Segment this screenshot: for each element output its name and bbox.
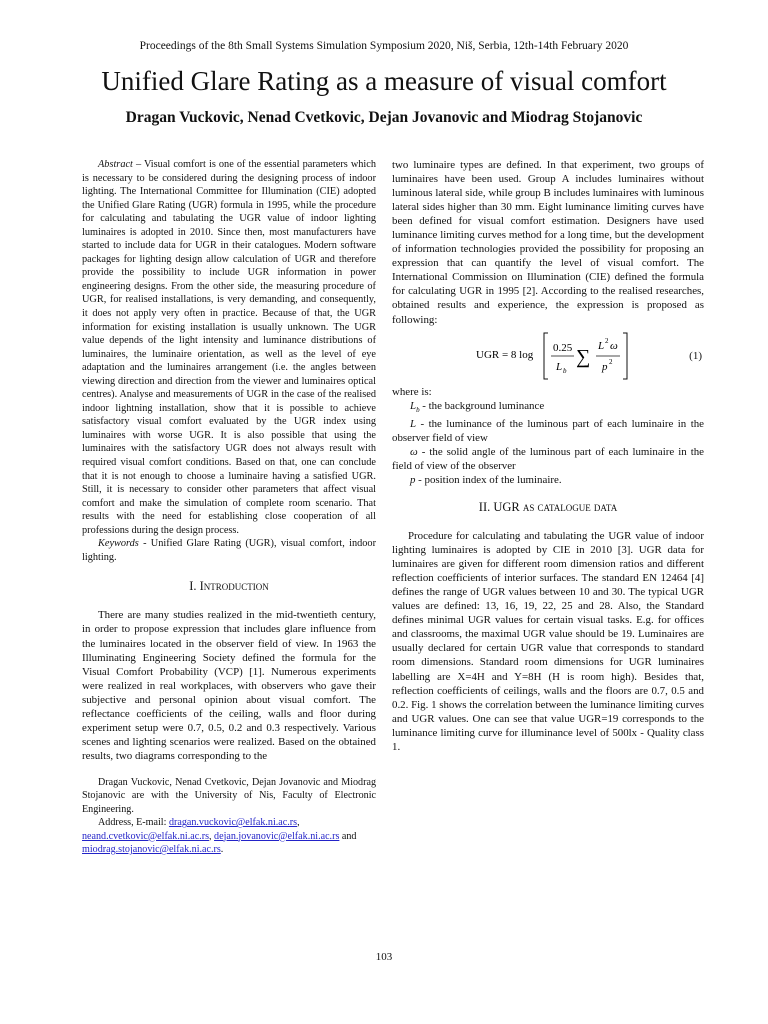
right-continuation-text: two luminaire types are defined. In that experiment, two groups of luminaires have been used. Group A includes luminaires without luminous lateral side, while group B includes luminaires with luminous lateral sides higher than 30 mm. Eight luminance limiting curves have been defined for visual comfort estimation. Designers have used luminance limiting curves method for a long time, but the development of information technologies provided the possibility for proposing an expression that can quantify the level of visual comfort. The International Commission on Illumination (CIE) defined the formula for calculating UGR in 1995 [2]. According to the realised researches, obtained results and experience, the expression is proposed as following: [392,159,704,326]
page-number: 103 [375,951,393,963]
section1-heading [82,578,376,594]
section2-title: UGR as catalogue data [493,500,618,515]
proceedings-header: Proceedings of the 8th Small Systems Simulation Symposium 2020, Niš, Serbia, 12th-14th February 2020 [139,40,629,52]
eq-right-bracket [623,333,627,379]
eq-inner-num: L [598,339,605,352]
def-sub-b: b [416,405,420,414]
right-column [392,158,704,754]
email-link-4[interactable]: miodrag.stojanovic@elfak.ni.ac.rs [82,843,221,855]
paper-title: Unified Glare Rating as a measure of visual comfort [101,66,667,96]
section1-title: Introduction [199,579,269,594]
eq-num: 0.25 [553,341,573,354]
eq-omega: ω [610,339,618,352]
footnote-and: and [341,830,357,842]
keywords-label: Keywords [98,538,139,550]
abstract-text: – Visual comfort is one of the essential parameters which is necessary to be considered during the designing process of indoor lighting. The International Committee for Illumination (CIE) adopted the Unified Glare Rating (UGR) formula in 1995, while the procedure for calculating and tabulating the UGR value of indoor lighting luminaires is adopted in 2010. Since then, most manufacturers have started to include data for UGR in their catalogues. Modern software packages for lighting design allow calculation of UGR and therefore provide the possibility to include UGR information in power engineering designs. From the other side, the measuring procedure of UGR, for realised installations, is very demanding, and consequently, it does not apply very often in practice. Because of that, the UGR information for existing installation is usually unknown. The UGR value depends of the light intensity and luminance distributions of luminaires, the luminaire orientation, as well as the level of eye adaptation and the luminaires arrangement (i.e. the angles between viewing direction and direction from the viewer and luminaires optical centres). Analyse and measurements of UGR in the case of the realised indoor lightning installation, show that it is possible to achieve satisfactory visual comfort evaluated by the UGR index using luminaires with worse UGR. It is also possible that using the luminaires with the satisfactory UGR does not always result with required visual comfort conditions. Based on that, one can conclude that it is not enough to choose a luminaire having a satisfied UGR. Still, it is necessary to consider other parameters that affect visual comfort and make the simulation of complete room scenario. That results with the need for establishing close cooperation of all professions during the design process. [82,159,376,536]
def-background-luminance [392,399,704,417]
section2-heading [392,499,704,515]
keywords-text: - Unified Glare Rating (UGR), visual comfort, indoor lighting. [82,538,377,563]
section1-text: There are many studies realized in the mid-twentieth century, in order to propose expression that includes glare influence from the luminaires located in the observer field of view. In 1963 the Illuminating Engineering Society defined the formula for the Visual Comfort Probability (VCP) [1]. Numerous experiments were realized in real workplaces, with observers who gave their subjective and personal opinion about visual comfort. The reflectance coefficients of the ceiling, walls and floor during experiment setup were 0.7, 0.5, 0.2 and 0.3 respectively. Various scenes and lighting scenarios were realized. Based on the obtained results, two diagrams corresponding to the [82,609,376,762]
def-sym-p: p [410,474,416,487]
email-link-3[interactable]: dejan.jovanovic@elfak.ni.ac.rs [214,830,340,842]
email-link-1[interactable]: dragan.vuckovic@elfak.ni.ac.rs [168,817,298,829]
def-text-l: - the luminance of the luminous part of each luminaire in the observer field of view [392,417,704,444]
footnote-affiliation: Dragan Vuckovic, Nenad Cvetkovic, Dejan Jovanovic and Miodrag Stojanovic are with the University of Nis, Faculty of Electronic Engineering. [82,776,376,815]
def-sym-lb: L [410,399,417,412]
paper-authors: Dragan Vuckovic, Nenad Cvetkovic, Dejan Jovanovic and Miodrag Stojanovic [125,109,643,126]
ugr-equation [476,327,656,385]
def-sym-l: L [410,417,417,430]
eq-lhs: UGR = 8 log [476,348,534,361]
abstract-label: Abstract [98,159,133,170]
email-link-2[interactable]: neand.cvetkovic@elfak.ni.ac.rs [82,830,209,842]
def-text-lb: - the background luminance [419,399,545,412]
eq-den: L [556,360,563,373]
where-label: where is: [392,385,432,398]
keywords-paragraph [82,537,376,564]
def-solid-angle [392,445,704,473]
section2-text: Procedure for calculating and tabulating the UGR value of indoor lighting luminaires is adopted by CIE in 2010 [3]. UGR data for luminaires are given for different room dimension ratios and different reflection coefficients of interior surfaces. The standard EN 12464 [4] defines the range of UGR values between 10 and 30. The typical UGR values are defined: 13, 16, 19, 22, 25 and 28. Also, the Standard defines minimal UGR values for certain visual tasks. E.g. for offices and classrooms, the maximal UGR value should be 19. Luminaires are usually declared for certain UGR value that corresponds to standard room dimensions. Standard room dimensions for UGR luminaires labelling are X=4H and Y=8H (H is room high). Besides that, reflection coefficients of ceilings, walls and the floors are 0.7, 0.5 and 0.2. Fig. 1 shows the correlation between the luminance limiting curves and UGR values. One can see that value UGR=19 corresponds to the luminance limiting curve for illuminance level of 500lx - Quality class 1. [392,530,704,753]
equation-number: (1) [689,349,702,362]
eq-left-bracket [544,333,548,379]
def-text-omega: - the solid angle of the luminous part of each luminaire in the field of view of the observer [392,445,704,472]
eq-den-sub: b [563,366,567,375]
section1-number: I. [189,579,197,594]
footnote-address: Address, E-mail: dragan.vuckovic@elfak.ni.ac.rs, neand.cvetkovic@elfak.ni.ac.rs, dejan.jovanovic@elfak.ni.ac.rs and miodrag.stojanovic@elfak.ni.ac.rs. [82,817,357,855]
section2-number: II. [478,500,491,515]
def-position-index [392,473,704,487]
eq-sum: ∑ [576,345,591,368]
def-sym-omega: ω [410,445,418,458]
equation-1 [392,327,704,385]
eq-inner-num-sup: 2 [605,336,609,345]
abstract-paragraph [82,158,376,537]
eq-inner-den: p [602,360,608,373]
address-label: Address, E-mail: [98,817,167,829]
def-luminance [392,417,704,445]
def-text-p: - position index of the luminaire. [415,474,562,487]
left-column [82,158,376,856]
eq-inner-den-sup: 2 [609,357,613,366]
